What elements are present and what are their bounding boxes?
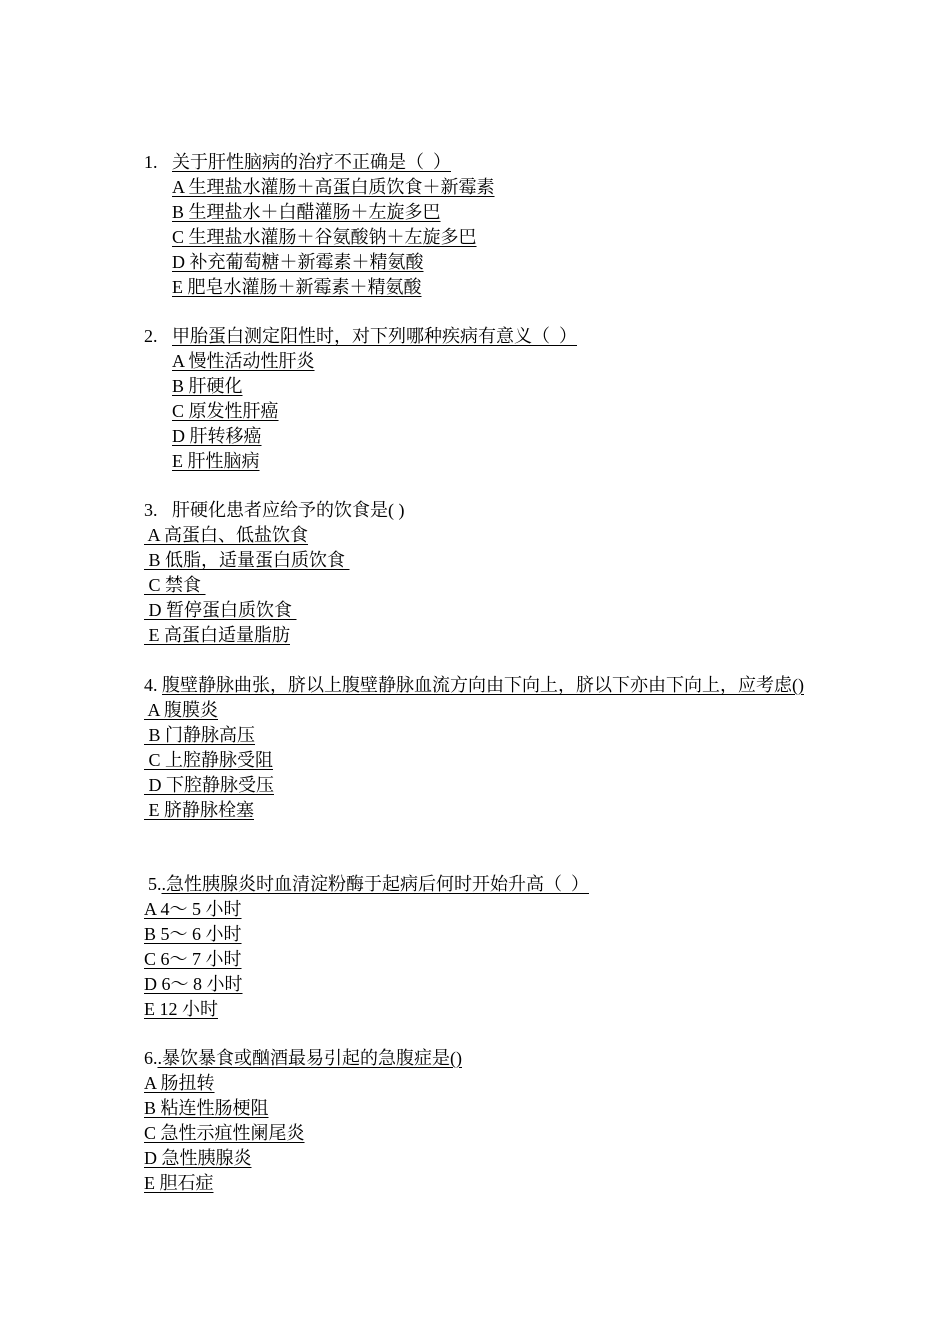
question-4-option-d: D 下腔静脉受压 xyxy=(144,775,274,795)
question-6-option-e: E 胆石症 xyxy=(144,1173,214,1193)
question-4-option-c: C 上腔静脉受阻 xyxy=(144,750,274,770)
question-1-stem-line xyxy=(144,150,824,175)
question-1-option-c: C 生理盐水灌肠＋谷氨酸钠＋左旋多巴 xyxy=(172,227,477,247)
question-6-option-d: D 急性胰腺炎 xyxy=(144,1148,252,1168)
question-6-option-c: C 急性示疽性阑尾炎 xyxy=(144,1123,305,1143)
question-4-stem-line xyxy=(144,673,814,698)
question-3 xyxy=(144,498,824,648)
question-5 xyxy=(144,872,824,1022)
question-4-option-b: B 门静脉高压 xyxy=(144,725,256,745)
question-2-option-b: B 肝硬化 xyxy=(172,376,243,396)
question-6-option-a: A 肠扭转 xyxy=(144,1073,215,1093)
question-6 xyxy=(144,1046,824,1196)
question-2-number: 2. xyxy=(144,326,158,346)
question-4-option-a: A 腹膜炎 xyxy=(144,700,219,720)
question-4-option-e: E 脐静脉栓塞 xyxy=(144,800,254,820)
question-6-option-b: B 粘连性肠梗阻 xyxy=(144,1098,269,1118)
question-1-number: 1. xyxy=(144,152,158,172)
question-5-option-e: E 12 小时 xyxy=(144,999,218,1019)
question-5-number: 5. xyxy=(148,874,162,894)
question-3-stem-line xyxy=(144,498,824,523)
question-1-stem: 关于肝性脑病的治疗不正确是（ ） xyxy=(172,152,451,172)
question-2-stem: 甲胎蛋白测定阳性时，对下列哪种疾病有意义（ ） xyxy=(172,326,577,346)
question-3-option-e: E 高蛋白适量脂肪 xyxy=(144,625,290,645)
question-3-stem: 肝硬化患者应给予的饮食是( ) xyxy=(172,500,405,520)
question-2-option-c: C 原发性肝癌 xyxy=(172,401,279,421)
question-5-stem: .急性胰腺炎时血清淀粉酶于起病后何时开始升高（ ） xyxy=(161,874,589,894)
question-4-stem: 腹壁静脉曲张，脐以上腹壁静脉血流方向由下向上，脐以下亦由下向上，应考虑() xyxy=(162,675,804,695)
question-5-stem-line xyxy=(144,872,824,897)
question-3-option-c: C 禁食 xyxy=(144,575,206,595)
question-3-option-d: D 暂停蛋白质饮食 xyxy=(144,600,297,620)
question-2-option-a: A 慢性活动性肝炎 xyxy=(172,351,315,371)
question-3-number: 3. xyxy=(144,500,158,520)
question-6-stem: .暴饮暴食或酗酒最易引起的急腹症是() xyxy=(157,1048,462,1068)
question-2 xyxy=(144,324,824,474)
question-3-option-b: B 低脂，适量蛋白质饮食 xyxy=(144,550,350,570)
question-5-option-c: C 6～ 7 小时 xyxy=(144,949,242,969)
question-1-option-d: D 补充葡萄糖＋新霉素＋精氨酸 xyxy=(172,252,424,272)
question-1 xyxy=(144,150,824,300)
question-5-option-b: B 5～ 6 小时 xyxy=(144,924,242,944)
question-6-stem-line xyxy=(144,1046,824,1071)
question-2-option-d: D 肝转移癌 xyxy=(172,426,262,446)
question-1-option-e: E 肥皂水灌肠＋新霉素＋精氨酸 xyxy=(172,277,422,297)
question-3-option-a: A 高蛋白、低盐饮食 xyxy=(144,525,309,545)
question-6-number: 6. xyxy=(144,1048,158,1068)
question-1-option-a: A 生理盐水灌肠＋高蛋白质饮食＋新霉素 xyxy=(172,177,495,197)
question-4-number: 4. xyxy=(144,675,158,695)
question-1-option-b: B 生理盐水＋白醋灌肠＋左旋多巴 xyxy=(172,202,441,222)
question-2-stem-line xyxy=(144,324,824,349)
question-5-option-a: A 4～ 5 小时 xyxy=(144,899,242,919)
question-5-option-d: D 6～ 8 小时 xyxy=(144,974,243,994)
question-4 xyxy=(144,673,814,823)
question-2-option-e: E 肝性脑病 xyxy=(172,451,260,471)
